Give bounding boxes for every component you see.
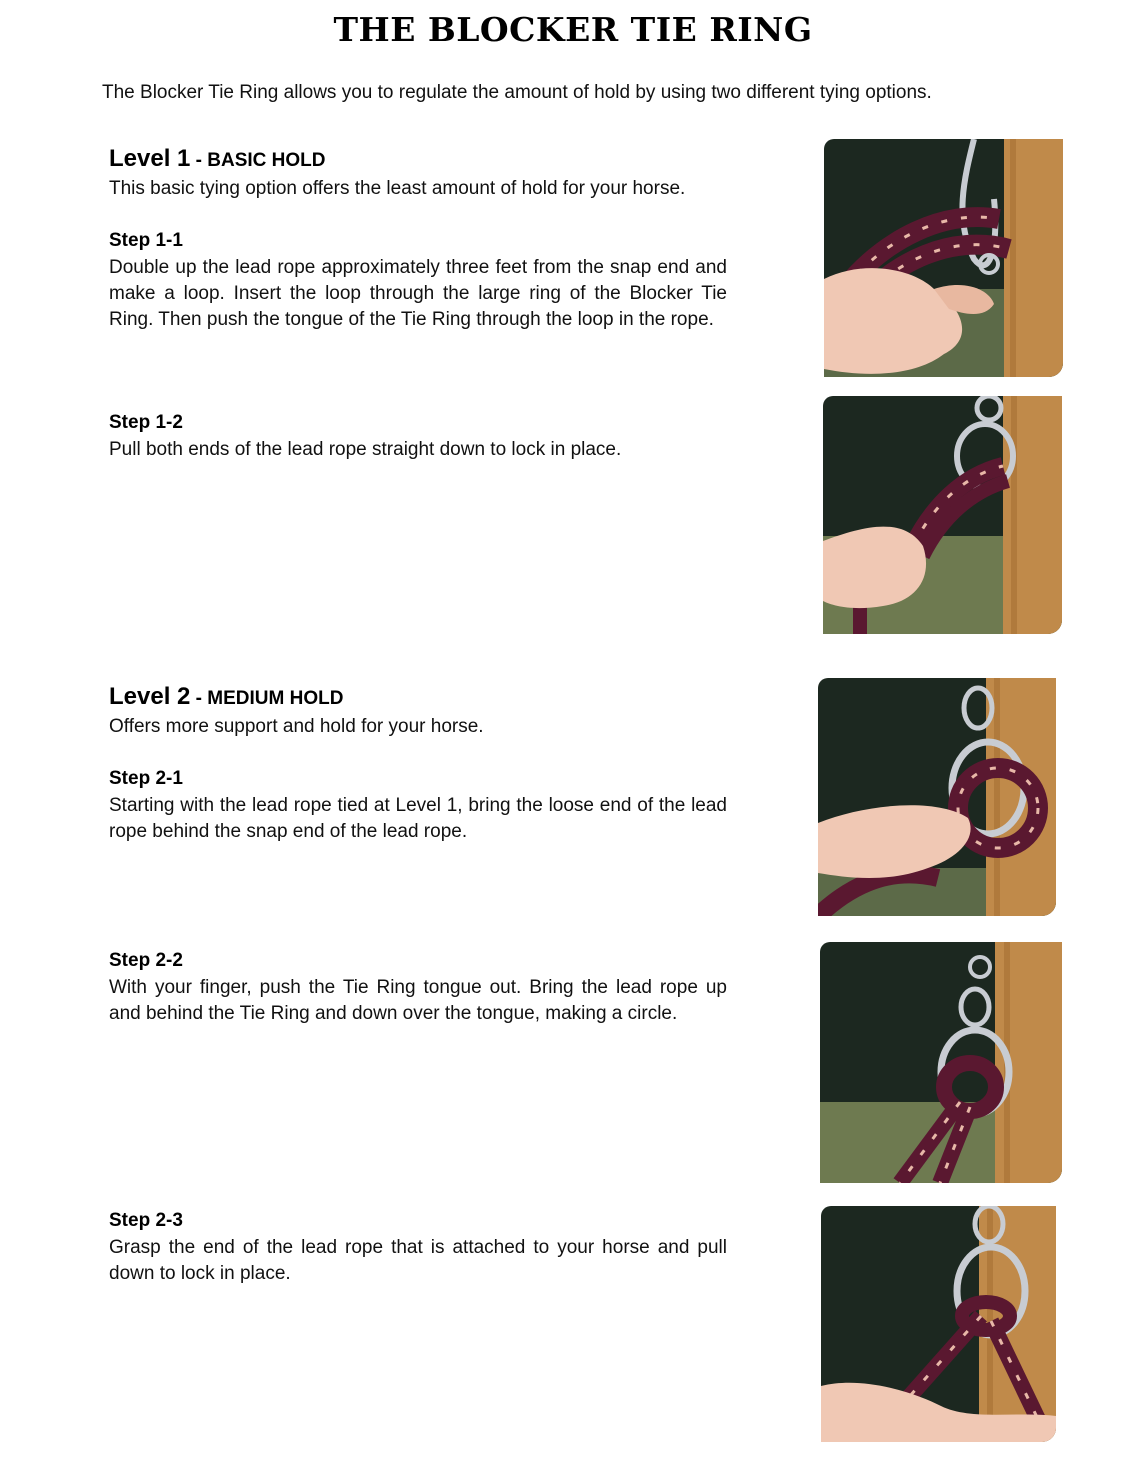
step-2-1-photo bbox=[818, 678, 1056, 916]
step-2-3-photo bbox=[821, 1206, 1056, 1442]
step-2-1-label: Step 2-1 bbox=[109, 768, 183, 789]
step-2-1-text: Starting with the lead rope tied at Level 1, bring the loose end of the lead rope behind the snap end of the lead rope. bbox=[109, 795, 727, 842]
step-1-1-label: Step 1-1 bbox=[109, 230, 183, 251]
rope-loop-tie-ring-image bbox=[824, 139, 1063, 377]
document-title: THE BLOCKER TIE RING bbox=[333, 10, 813, 49]
rope-lock-pull-image bbox=[821, 1206, 1056, 1442]
rope-circle-tongue-image bbox=[820, 942, 1062, 1183]
step-1-2-text: Pull both ends of the lead rope straight down to lock in place. bbox=[109, 439, 622, 460]
level-1-subtitle: - BASIC HOLD bbox=[190, 150, 326, 171]
level-2-title: Level 2 bbox=[109, 683, 191, 710]
level-1-title: Level 1 bbox=[109, 145, 191, 172]
step-1-1-text: Double up the lead rope approximately three feet from the snap end and make a loop. Insert the loop through the large ring of the Blocker Tie Ring. Then push the tongue of the Tie Ring through the loop in the rope. bbox=[109, 257, 727, 330]
step-2-3-label: Step 2-3 bbox=[109, 1210, 183, 1231]
level-1-heading bbox=[109, 145, 326, 173]
rope-pull-down-image bbox=[823, 396, 1062, 634]
level-1-description: This basic tying option offers the least amount of hold for your horse. bbox=[109, 178, 686, 199]
level-2-heading bbox=[109, 683, 343, 711]
level-2-subtitle: - MEDIUM HOLD bbox=[190, 688, 344, 709]
step-2-3-text: Grasp the end of the lead rope that is attached to your horse and pull down to lock in place. bbox=[109, 1237, 727, 1284]
step-2-2-label: Step 2-2 bbox=[109, 950, 183, 971]
step-2-2-text: With your finger, push the Tie Ring tongue out. Bring the lead rope up and behind the Tie Ring and down over the tongue, making a circle. bbox=[109, 977, 727, 1024]
step-1-2-label: Step 1-2 bbox=[109, 412, 183, 433]
rope-wrap-ring-image bbox=[818, 678, 1056, 916]
step-2-2-photo bbox=[820, 942, 1062, 1183]
intro-paragraph: The Blocker Tie Ring allows you to regulate the amount of hold by using two different tying options. bbox=[102, 82, 932, 103]
level-2-description: Offers more support and hold for your horse. bbox=[109, 716, 484, 737]
step-1-2-photo bbox=[823, 396, 1062, 634]
step-1-1-photo bbox=[824, 139, 1063, 377]
